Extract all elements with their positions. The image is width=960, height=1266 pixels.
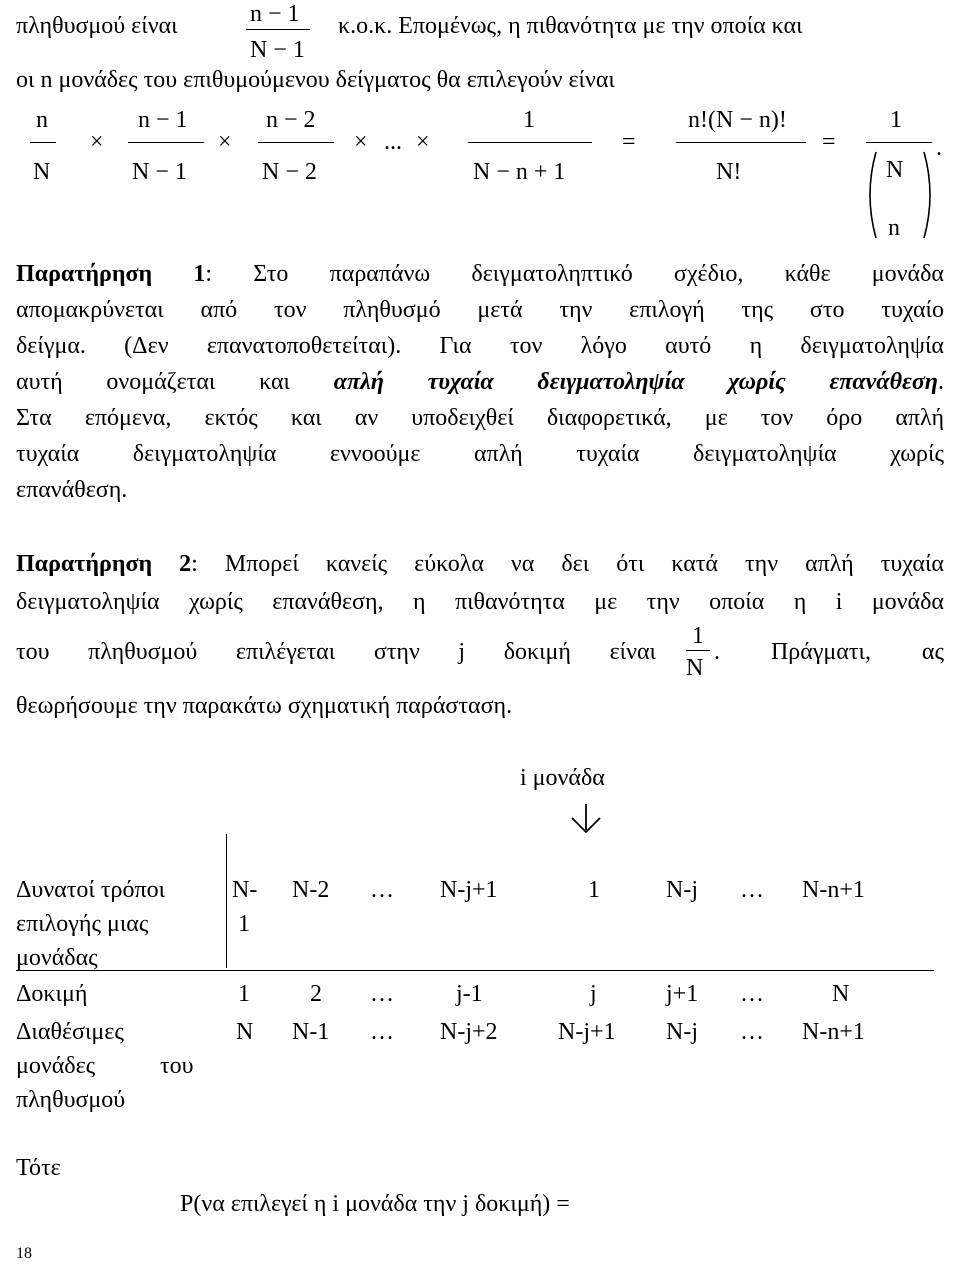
formula-f3-den: N − 2: [262, 159, 317, 185]
fraction-bar: [246, 29, 310, 30]
binomial-bottom: n: [888, 215, 900, 241]
formula-f4-num: 1: [523, 107, 535, 133]
row3-cell-5: N-j+1: [558, 1019, 616, 1045]
note2-line-3-pre: του πληθυσμού επιλέγεται στην j δοκιμή είναι: [16, 639, 656, 665]
note1-line-5: Στα επόμενα, εκτός και αν υποδειχθεί διαφορετικά, με τον όρο απλή: [16, 405, 944, 431]
ellipsis: ...: [384, 129, 402, 155]
equals-sign: =: [822, 129, 836, 155]
formula-period: .: [936, 135, 942, 161]
note1-line-7: επανάθεση.: [16, 477, 128, 503]
row2-label: Δοκιμή: [16, 981, 88, 1007]
note2-line-1: Παρατήρηση 2: Μπορεί κανείς εύκολα να δει ότι κατά την απλή τυχαία: [16, 551, 944, 577]
formula-f4-den: N − n + 1: [473, 159, 566, 185]
formula-f2-bar: [128, 142, 204, 143]
formula-f6-bar: [866, 142, 932, 143]
row1-cell-6: N-j: [666, 877, 698, 903]
row1-cell-4: N-j+1: [440, 877, 498, 903]
formula-f2-num: n − 1: [138, 107, 188, 133]
times-sign: ×: [354, 129, 368, 155]
note1-label: Παρατήρηση 1: [16, 261, 206, 287]
row3-label-line-2a: μονάδες: [16, 1053, 96, 1079]
row1-label-line-3: μονάδας: [16, 945, 98, 971]
fraction-numerator: n − 1: [250, 1, 300, 27]
row3-cell-6: N-j: [666, 1019, 698, 1045]
row3-label-line-2b: του: [160, 1053, 194, 1079]
row2-cell-2: 2: [310, 981, 322, 1007]
row1-cell-3: …: [370, 877, 394, 903]
formula-f1-bar: [30, 142, 56, 143]
formula-f3-bar: [258, 142, 334, 143]
note1-line-4: αυτή ονομάζεται και απλή τυχαία δειγματοληψία χωρίς επανάθεση.: [16, 369, 944, 395]
binomial-top: N: [886, 157, 904, 183]
fraction-denominator: N − 1: [250, 37, 305, 63]
note2-line-2: δειγματοληψία χωρίς επανάθεση, η πιθανότητα με την οποία η i μονάδα: [16, 589, 944, 615]
row3-cell-7: …: [740, 1019, 764, 1045]
text-line-1-before: πληθυσμού είναι: [16, 13, 178, 39]
row2-cell-6: j+1: [666, 981, 699, 1007]
term-simple-random-sampling: απλή τυχαία δειγματοληψία χωρίς επανάθεση: [333, 369, 938, 395]
row2-cell-5: j: [590, 981, 597, 1007]
formula-f4-bar: [468, 142, 592, 143]
row1-cell-2: N-2: [292, 877, 330, 903]
note2-line-3-post: . Πράγματι, ας: [714, 639, 944, 665]
unit-label: i μονάδα: [520, 765, 605, 791]
note1-line-6: τυχαία δειγματοληψία εννοούμε απλή τυχαία δειγματοληψία χωρίς: [16, 441, 944, 467]
note2-frac-num: 1: [692, 623, 704, 649]
row3-cell-8: N-n+1: [802, 1019, 865, 1045]
table-vertical-divider: [226, 834, 227, 968]
note2-line-4: θεωρήσουμε την παρακάτω σχηματική παράσταση.: [16, 693, 513, 719]
text-line-1-after: κ.ο.κ. Επομένως, η πιθανότητα με την οποία και: [338, 13, 803, 39]
page-number: 18: [16, 1245, 32, 1262]
row1-cell-7: …: [740, 877, 764, 903]
formula-f1-num: n: [36, 107, 48, 133]
equals-sign: =: [622, 129, 636, 155]
times-sign: ×: [218, 129, 232, 155]
note2-frac-den: N: [686, 655, 704, 681]
row3-cell-2: N-1: [292, 1019, 330, 1045]
row3-cell-3: …: [370, 1019, 394, 1045]
formula-f2-den: N − 1: [132, 159, 187, 185]
row3-label-line-1: Διαθέσιμες: [16, 1019, 124, 1045]
row1-cell-1-second-line: 1: [238, 911, 250, 937]
row2-cell-4: j-1: [456, 981, 483, 1007]
row2-cell-8: N: [832, 981, 850, 1007]
probability-expression: P(να επιλεγεί η i μονάδα την j δοκιμή) =: [180, 1191, 570, 1217]
note2-frac-bar: [686, 650, 710, 651]
row3-cell-4: N-j+2: [440, 1019, 498, 1045]
formula-f5-num: n!(N − n)!: [688, 107, 787, 133]
text-line-2: οι n μονάδες του επιθυμούμενου δείγματος θα επιλεγούν είναι: [16, 67, 615, 93]
table-horizontal-divider: [16, 970, 934, 971]
row1-cell-5: 1: [588, 877, 600, 903]
row2-cell-7: …: [740, 981, 764, 1007]
row3-label-line-3: πληθυσμού: [16, 1087, 126, 1113]
formula-f3-num: n − 2: [266, 107, 316, 133]
arrow-down-icon: [566, 802, 606, 834]
formula-f6-num: 1: [890, 107, 902, 133]
row1-cell-8: N-n+1: [802, 877, 865, 903]
formula-f1-den: N: [33, 159, 51, 185]
times-sign: ×: [416, 129, 430, 155]
row3-cell-1: N: [236, 1019, 254, 1045]
row2-cell-3: …: [370, 981, 394, 1007]
note1-line-3: δείγμα. (Δεν επανατοποθετείται). Για τον λόγο αυτό η δειγματοληψία: [16, 333, 944, 359]
note1-line-1: Παρατήρηση 1: Στο παραπάνω δειγματοληπτικό σχέδιο, κάθε μονάδα: [16, 261, 944, 287]
tote-word: Τότε: [16, 1155, 61, 1181]
formula-f5-den: N!: [716, 159, 742, 185]
row1-cell-1: N-: [232, 877, 258, 903]
note1-line-2: απομακρύνεται από τον πληθυσμό μετά την επιλογή της στο τυχαίο: [16, 297, 944, 323]
row1-label-line-2: επιλογής μιας: [16, 911, 149, 937]
row2-cell-1: 1: [238, 981, 250, 1007]
formula-f5-bar: [676, 142, 806, 143]
note2-label: Παρατήρηση 2: [16, 551, 192, 577]
times-sign: ×: [90, 129, 104, 155]
row1-label-line-1: Δυνατοί τρόποι: [16, 877, 166, 903]
